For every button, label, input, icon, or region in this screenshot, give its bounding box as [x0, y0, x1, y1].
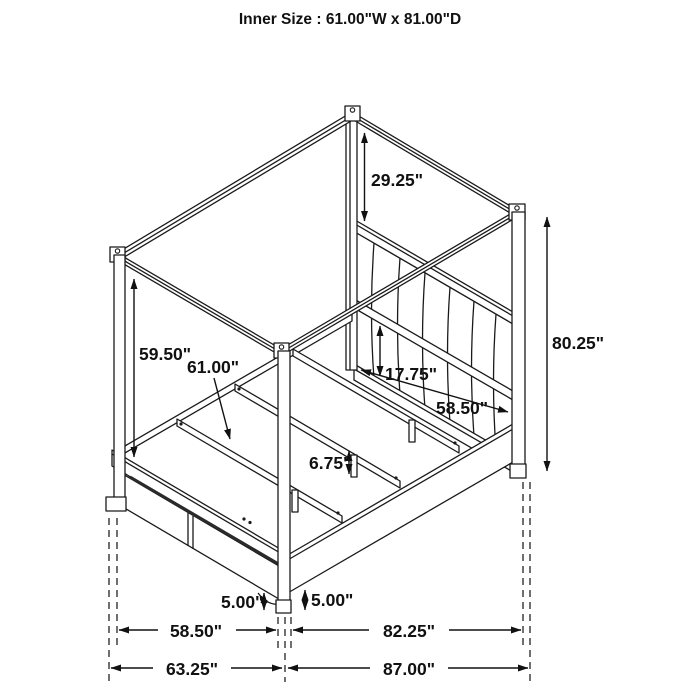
front-post-foot: [276, 600, 291, 613]
dim-label-inner-width: 61.00": [187, 357, 240, 377]
drawer-knob: [248, 521, 251, 524]
support-leg-1: [292, 490, 298, 512]
right-side-rail-edge: [286, 429, 513, 561]
left-post: [114, 255, 125, 500]
right-post: [512, 212, 525, 465]
support-leg-3: [409, 420, 415, 442]
canopy-rail-edge: [119, 115, 354, 256]
dim-label-leg-height: 6.75": [309, 453, 352, 473]
dim-label-side-rail-length: 82.25": [382, 621, 436, 641]
front-post: [278, 351, 290, 601]
right-post-foot: [510, 464, 526, 478]
drawer-knob: [242, 517, 245, 520]
dim-label-overall-height: 80.25": [552, 333, 605, 353]
corner-hole: [515, 206, 519, 210]
dim-label-clearance-footboard: 5.00": [221, 592, 264, 612]
dim-label-headboard-panel: 17.75": [385, 364, 438, 384]
back-post-body: [346, 114, 357, 370]
corner-hole: [350, 108, 354, 112]
canopy-rail-edge: [352, 116, 517, 214]
dim-label-canopy-to-headboard: 29.25": [371, 170, 424, 190]
dim-label-post-height: 59.50": [139, 344, 192, 364]
dim-label-inner-depth: 58.50": [436, 398, 489, 418]
dim-label-overall-width: 63.25": [165, 659, 219, 679]
canopy-rail-edge: [117, 257, 281, 353]
dim-label-overall-depth: 87.00": [382, 659, 436, 679]
support-leg-2: [351, 455, 357, 477]
dim-label-footboard-outer: 58.50": [169, 621, 223, 641]
diagram-title: Inner Size : 61.00"W x 81.00"D: [238, 11, 462, 28]
canopy-frame-rear: [117, 112, 517, 259]
bolt-dot: [237, 387, 240, 390]
back-post: [346, 114, 357, 370]
bolt-dot: [179, 422, 182, 425]
corner-hole: [115, 249, 119, 253]
bolt-dot: [394, 476, 397, 479]
dim-label-clearance-rail: 5.00": [311, 590, 354, 610]
bolt-dot: [453, 441, 456, 444]
left-post-foot: [106, 497, 126, 511]
corner-hole: [279, 345, 283, 349]
bolt-dot: [336, 511, 339, 514]
